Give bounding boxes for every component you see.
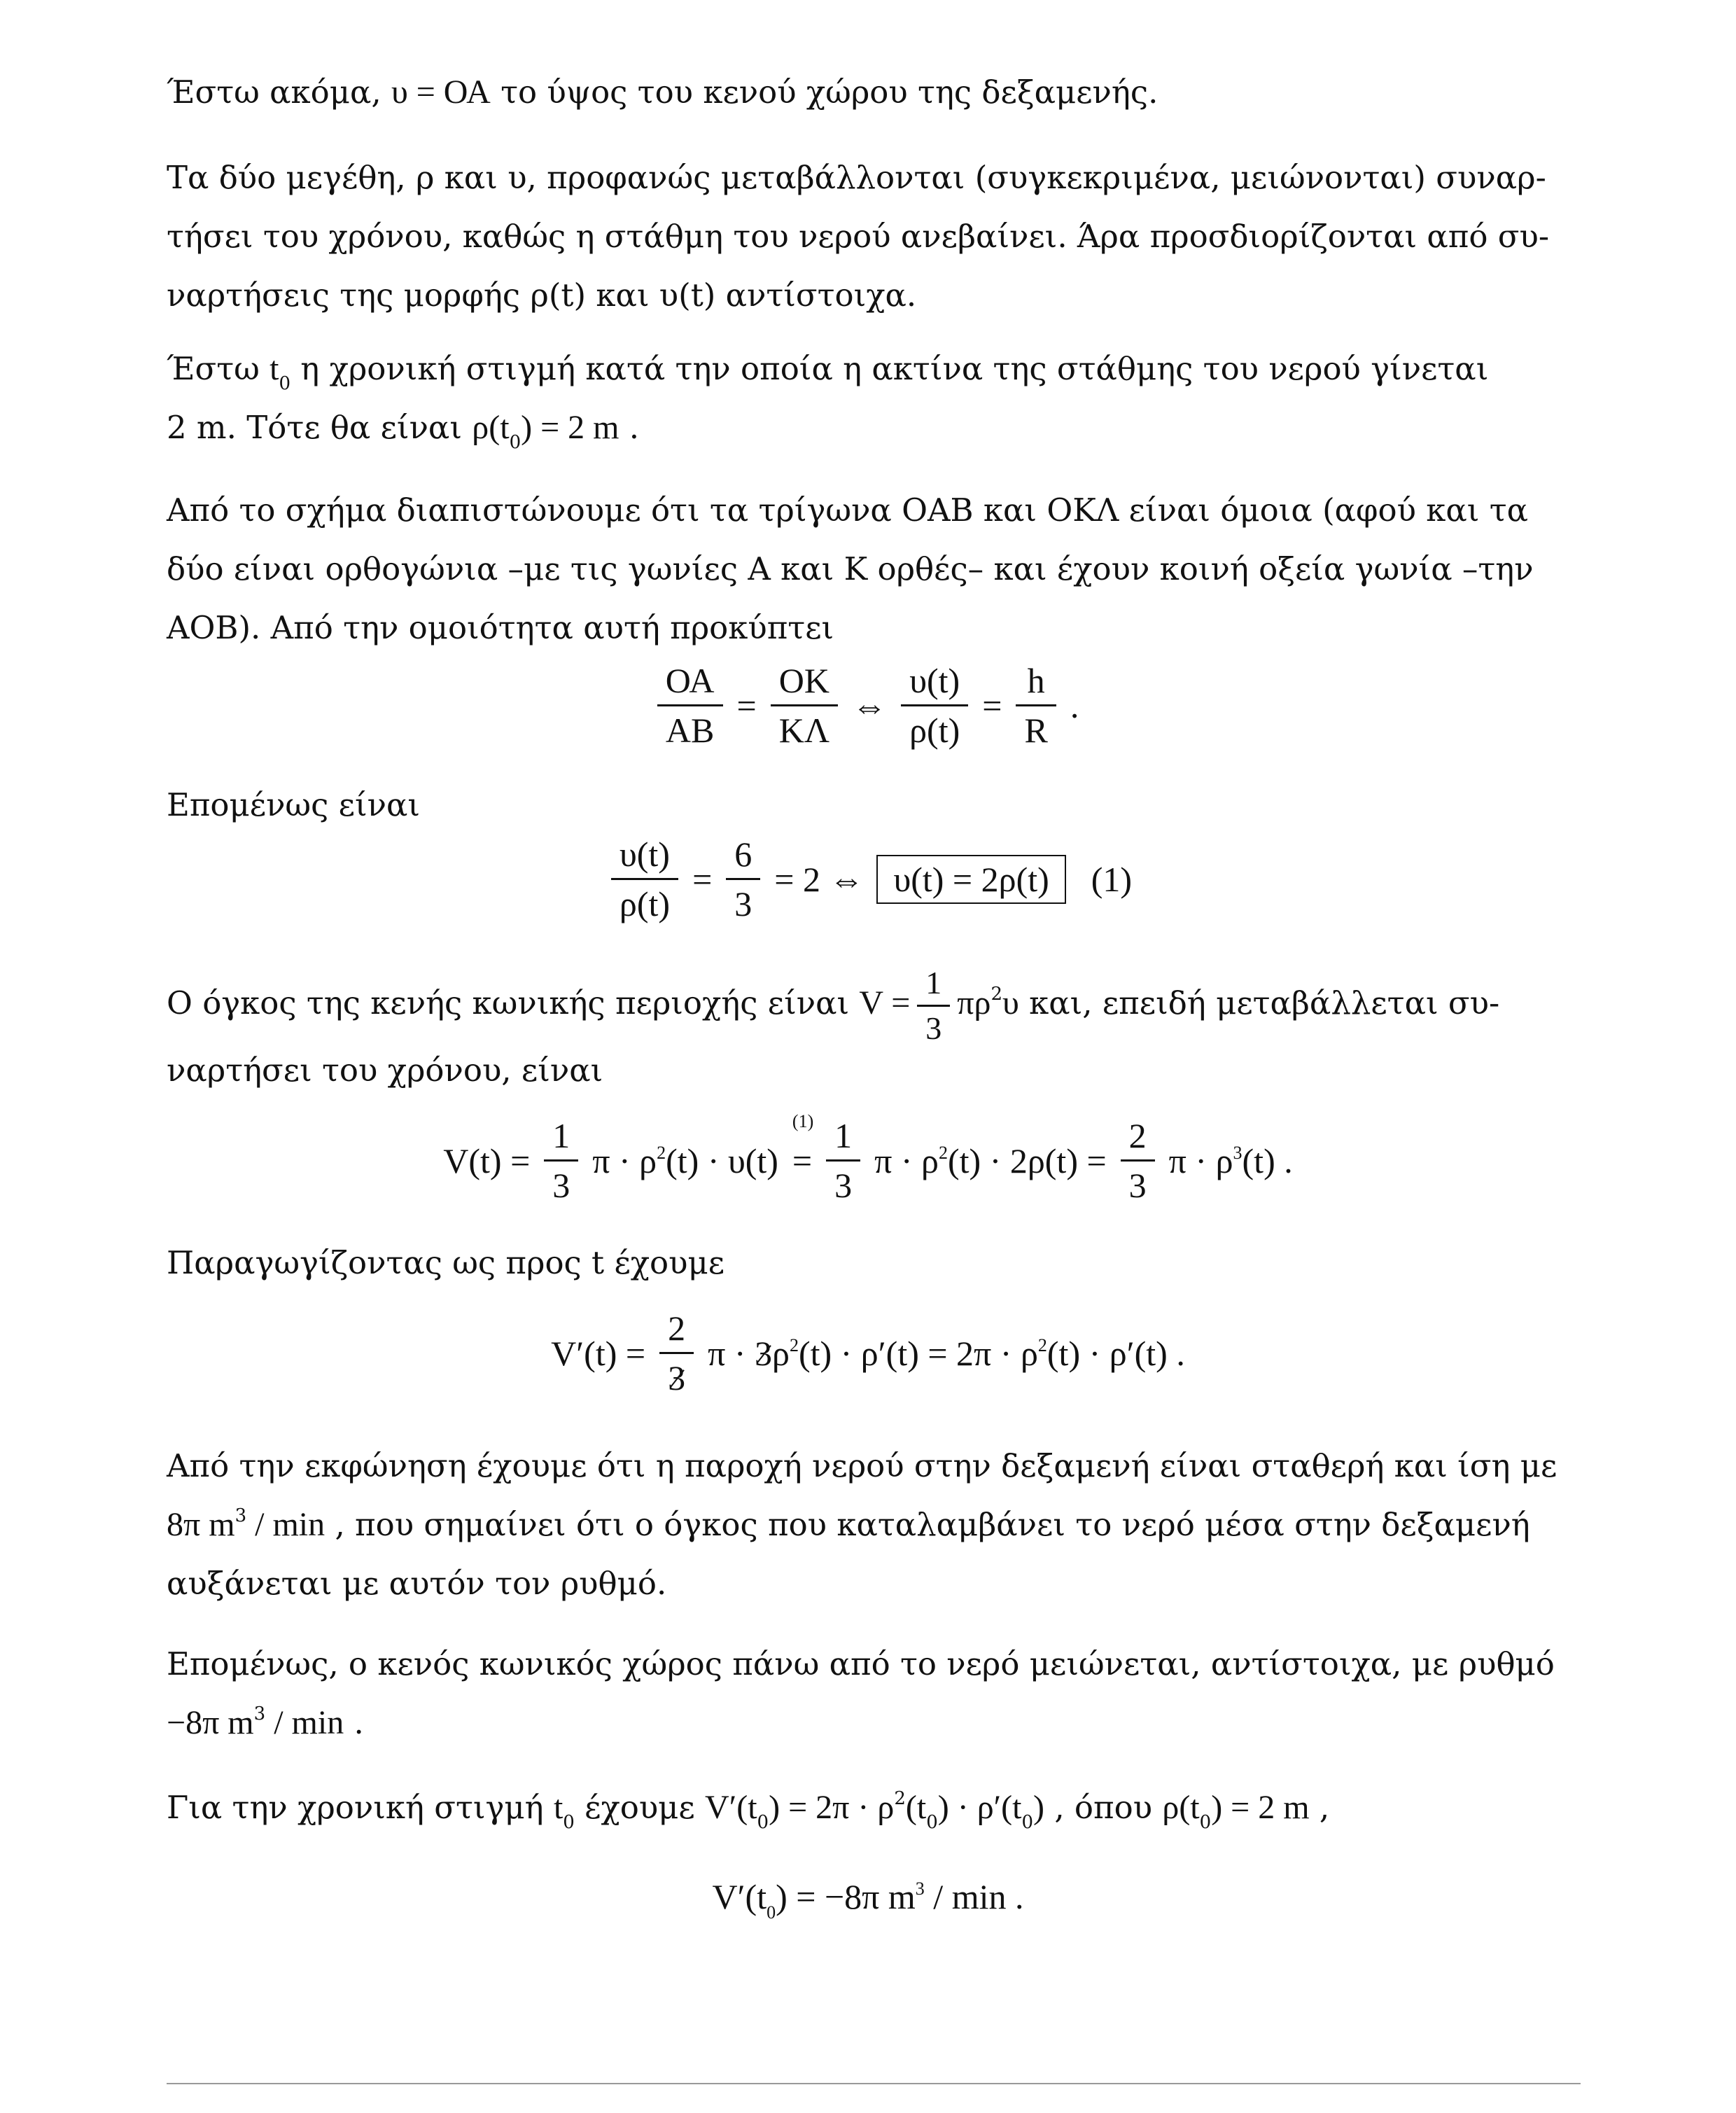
superscript: 3 xyxy=(1233,1142,1242,1163)
math-text xyxy=(1169,1141,1293,1181)
numerator: 6 xyxy=(726,832,760,880)
paragraph-8 xyxy=(167,1437,1595,1613)
numerator: h xyxy=(1016,658,1056,706)
paragraph-3 xyxy=(167,340,1595,457)
subscript: 0 xyxy=(766,1902,776,1923)
math-inline: t xyxy=(270,350,279,387)
math-text: π · ρ xyxy=(1168,1141,1233,1180)
equation-final xyxy=(0,1876,1736,1923)
text-line: Από το σχήμα διαπιστώνουμε ότι τα τρίγωνα ΟΑΒ και ΟΚΛ είναι όμοια (αφού και τα xyxy=(167,491,1529,529)
paragraph-6-line-2: ναρτήσει του χρόνου, είναι xyxy=(167,1052,603,1089)
equals-label: (1) xyxy=(792,1110,814,1131)
superscript: 2 xyxy=(657,1142,666,1163)
math-inline: ρ(t xyxy=(472,409,510,446)
paragraph-10 xyxy=(167,1778,1595,1837)
text: και, επειδή μεταβάλλεται συ- xyxy=(1018,984,1500,1021)
cancelled-digit: 3 xyxy=(754,1333,772,1373)
subscript: 0 xyxy=(509,432,522,453)
text: , xyxy=(1309,1789,1330,1826)
numerator: 1 xyxy=(826,1113,860,1162)
math-text xyxy=(874,1141,1107,1181)
numerator: ΟΑ xyxy=(657,658,723,706)
operator: = xyxy=(736,685,757,725)
math-inline: ρ(t xyxy=(1162,1789,1200,1826)
math-inline: πρ xyxy=(957,984,991,1021)
math-text: ρ xyxy=(771,1333,790,1373)
text: , όπου xyxy=(1044,1789,1163,1826)
operator: = xyxy=(692,859,713,899)
math-text xyxy=(708,1333,1185,1374)
subscript: 0 xyxy=(279,373,290,394)
paragraph-4 xyxy=(167,481,1595,657)
superscript: 2 xyxy=(894,1788,906,1809)
denominator: 3 xyxy=(1128,1166,1147,1205)
fraction xyxy=(1016,658,1056,753)
numerator: 1 xyxy=(544,1113,578,1162)
text: Έστω xyxy=(167,350,270,387)
math-text: / min . xyxy=(924,1877,1024,1916)
operator: ⇔ xyxy=(852,685,888,725)
math-text: (t) · ρ′(t) . xyxy=(1046,1333,1185,1373)
denominator: 3 xyxy=(925,1010,942,1046)
text: Για την χρονική στιγμή xyxy=(167,1789,554,1826)
paragraph-5: Επομένως είναι xyxy=(167,786,420,823)
equation-1 xyxy=(0,832,1736,926)
math-inline: ) · ρ′(t xyxy=(937,1789,1022,1826)
math-text: ) = −8π m xyxy=(776,1877,916,1916)
fraction xyxy=(1121,1113,1155,1208)
denominator: ΑΒ xyxy=(665,711,715,750)
operator: = xyxy=(982,685,1002,725)
equation-volume xyxy=(0,1110,1736,1208)
math-text: π · xyxy=(708,1333,746,1373)
denominator: ρ(t) xyxy=(619,884,671,923)
denominator: ρ(t) xyxy=(909,711,960,750)
superscript: 3 xyxy=(253,1703,266,1724)
operator: = xyxy=(792,1141,813,1180)
math-text xyxy=(592,1141,778,1181)
denominator: R xyxy=(1024,711,1048,750)
fraction xyxy=(544,1113,578,1208)
math-inline: 8π m xyxy=(167,1506,235,1543)
math-text: (t) . xyxy=(1242,1141,1293,1180)
math-inline: ) = 2π · ρ xyxy=(769,1789,895,1826)
text-line: ΑΟΒ). Από την ομοιότητα αυτή προκύπτει xyxy=(167,609,834,646)
numerator: 2 xyxy=(1121,1113,1155,1162)
numerator: 2 xyxy=(659,1306,694,1354)
superscript: 3 xyxy=(234,1505,247,1526)
subscript: 0 xyxy=(1199,1812,1212,1833)
math-inline: υ xyxy=(1002,984,1019,1021)
text: έχουμε xyxy=(574,1789,706,1826)
text-line: Από την εκφώνηση έχουμε ότι η παροχή νερού στην δεξαμενή είναι σταθερή και ίση με xyxy=(167,1447,1558,1484)
fraction xyxy=(657,658,723,753)
denominator: ΚΛ xyxy=(778,711,830,750)
math-inline: (t xyxy=(905,1789,927,1826)
denominator xyxy=(659,1354,694,1400)
math-text: (t) · υ(t) xyxy=(666,1141,778,1180)
subscript: 0 xyxy=(563,1812,575,1833)
labeled-equals xyxy=(792,1110,814,1181)
paragraph-6 xyxy=(167,963,1595,1049)
text: 2 m. Τότε θα είναι xyxy=(167,409,472,446)
superscript: 2 xyxy=(938,1142,948,1163)
math-text: (t) · 2ρ(t) = xyxy=(947,1141,1107,1180)
numerator: υ(t) xyxy=(611,832,678,880)
math-text: (t) · ρ′(t) = 2π · ρ xyxy=(798,1333,1038,1373)
math-text: V(t) = xyxy=(443,1141,531,1180)
numerator: ΟΚ xyxy=(771,658,838,706)
text-line: Τα δύο μεγέθη, ρ και υ, προφανώς μεταβάλλονται (συγκεκριμένα, μειώνονται) συναρ- xyxy=(167,159,1546,196)
fraction xyxy=(917,963,950,1049)
denominator: 3 xyxy=(552,1166,570,1205)
math-inline: −8π m xyxy=(167,1704,254,1741)
text: το ύψος του κενού χώρου της δεξαμενής. xyxy=(490,74,1158,111)
superscript: 2 xyxy=(990,984,1003,1005)
text: . xyxy=(619,409,640,446)
footer-divider xyxy=(167,2083,1581,2084)
fraction xyxy=(771,658,838,753)
fraction xyxy=(611,832,678,926)
equation-derivative xyxy=(0,1306,1736,1400)
math-inline: / min xyxy=(246,1506,326,1543)
text-line: Επομένως, ο κενός κωνικός χώρος πάνω από το νερό μειώνεται, αντίστοιχα, με ρυθμό xyxy=(167,1645,1555,1682)
subscript: 0 xyxy=(757,1812,769,1833)
math-inline: υ = ΟΑ xyxy=(391,74,491,111)
math-inline: ) = 2 m xyxy=(1211,1789,1310,1826)
text: η χρονική στιγμή κατά την οποία η ακτίνα της στάθμης του νερού γίνεται xyxy=(290,350,1489,387)
math-text: V′(t) = xyxy=(551,1333,646,1373)
fraction xyxy=(901,658,968,753)
operator: = 2 ⇔ xyxy=(774,859,864,899)
math-text: π · ρ xyxy=(592,1141,657,1180)
paragraph-1 xyxy=(167,63,1595,122)
math-inline: t xyxy=(553,1789,564,1826)
subscript: 0 xyxy=(926,1812,938,1833)
denominator: 3 xyxy=(834,1166,853,1205)
text: , που σημαίνει ότι ο όγκος που καταλαμβάνει το νερό μέσα στην δεξαμενή xyxy=(325,1506,1530,1543)
paragraph-7: Παραγωγίζοντας ως προς t έχουμε xyxy=(167,1244,725,1281)
equation-tag: (1) xyxy=(1091,859,1133,899)
math-inline: V = xyxy=(859,984,911,1021)
boxed-result: υ(t) = 2ρ(t) xyxy=(876,855,1065,904)
fraction xyxy=(659,1306,694,1400)
paragraph-9 xyxy=(167,1635,1595,1752)
superscript: 2 xyxy=(789,1334,799,1355)
subscript: 0 xyxy=(1021,1812,1034,1833)
paragraph-2 xyxy=(167,148,1595,325)
math-text: V′(t xyxy=(712,1877,767,1916)
text-line: τήσει του χρόνου, καθώς η στάθμη του νερού ανεβαίνει. Άρα προσδιορίζονται από συ- xyxy=(167,218,1550,255)
math-inline: ) xyxy=(1033,1789,1045,1826)
denominator: 3 xyxy=(734,884,752,923)
superscript: 2 xyxy=(1037,1334,1047,1355)
math-inline: / min xyxy=(265,1704,344,1741)
equation-similarity xyxy=(0,658,1736,753)
text: Έστω ακόμα, xyxy=(167,74,391,111)
numerator: υ(t) xyxy=(901,658,968,706)
operator: . xyxy=(1070,685,1079,725)
text: . xyxy=(344,1704,364,1741)
numerator: 1 xyxy=(917,963,950,1007)
text-line: αυξάνεται με αυτόν τον ρυθμό. xyxy=(167,1565,667,1602)
fraction xyxy=(826,1113,860,1208)
math-inline: V′(t xyxy=(705,1789,757,1826)
text-line: ναρτήσεις της μορφής ρ(t) και υ(t) αντίστοιχα. xyxy=(167,277,917,314)
fraction xyxy=(726,832,760,926)
math-text: π · ρ xyxy=(874,1141,939,1180)
text-line: δύο είναι ορθογώνια –με τις γωνίες Α και Κ ορθές– και έχουν κοινή οξεία γωνία –την xyxy=(167,550,1534,587)
math-inline: ) = 2 m xyxy=(521,409,620,446)
superscript: 3 xyxy=(915,1878,925,1899)
cancelled-digit: 3 xyxy=(668,1355,685,1400)
text: Ο όγκος της κενής κωνικής περιοχής είναι xyxy=(167,984,860,1021)
